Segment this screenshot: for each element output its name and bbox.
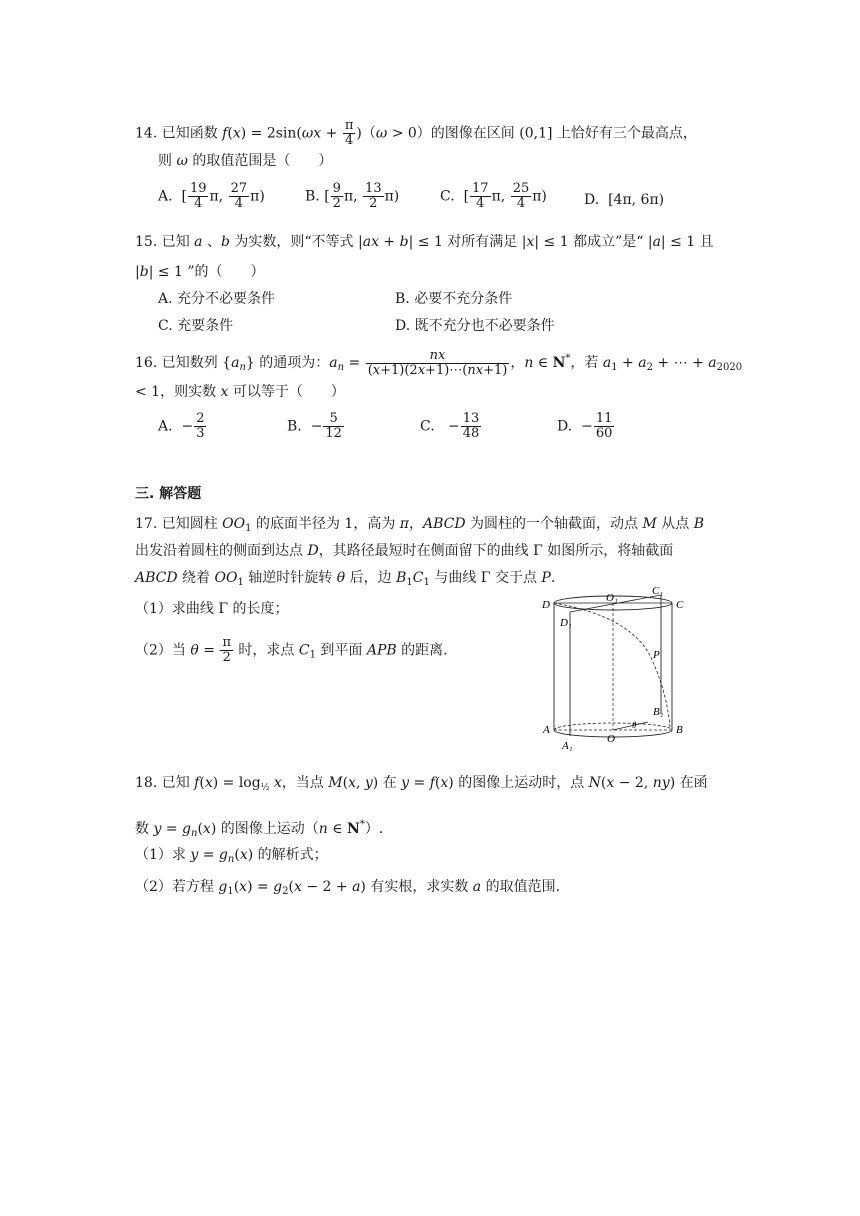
q17-stem-line3: ABCD 绕着 $OO_1$ 轴逆时针旋转 θ 后，边 $B_1C_1$ 与曲线 Γ 交于点 P. [135,570,556,588]
q18-part1: （1）求 $y = g_n(x)$ 的解析式； [135,847,328,865]
q17-stem-line2: 出发沿着圆柱的侧面到达点 D，其路径最短时在侧面留下的曲线 Γ 如图所示，将轴截面 [135,543,674,559]
q16-option-d[interactable]: D. − $\frac{11}{60}$ [557,411,613,441]
q15-stem-line2: |b| ≤ 1 ”的（ ） [135,264,265,280]
label-theta: θ [632,720,637,730]
q15-stem: 15. 已知 a 、b 为实数，则“不等式 |ax + b| ≤ 1 对所有满足 |x| ≤ 1 都成立”是“ |a| ≤ 1 且 [135,234,714,250]
label-p: P [653,649,660,661]
q17-part1: （1）求曲线 Γ 的长度； [135,601,289,617]
label-o1: O₁ [606,592,618,604]
label-b1: B₁ [653,706,664,718]
q18-part2: （2）若方程 $g_1(x) = g_2(x - 2 + a)$ 有实根，求实数 a 的取值范围. [135,879,561,897]
q17-number: 17. [135,516,158,532]
q14-option-d[interactable]: D. [4π, 6π) [584,192,665,208]
label-a1: A₁ [562,740,573,752]
label-a: A [543,724,550,736]
q18-number: 18. [135,775,158,791]
q14-option-a[interactable]: A. [ $\frac{19}{4}$ π, $\frac{27}{4}$ π) [158,181,265,211]
q15-option-b[interactable]: B. 必要不充分条件 [395,291,513,307]
q16-option-c[interactable]: C. − $\frac{13}{48}$ [420,411,480,441]
q16-number: 16. [135,355,158,371]
q15-option-d[interactable]: D. 既不充分也不必要条件 [395,318,555,334]
q15-option-a[interactable]: A. 充分不必要条件 [158,291,276,307]
q14-stem: 14. 已知函数 f(x) = 2sin(ωx + $\frac{\pi}{4}$ )（ω > 0）的图像在区间 (0,1] 上恰好有三个最高点， [135,118,697,148]
q17-stem: 17. 已知圆柱 $OO_1$ 的底面半径为 1，高为 π，ABCD 为圆柱的一个轴截面，动点 M 从点 B [135,516,705,534]
q14-stem-line2: 则 ω 的取值范围是（ ） [158,153,333,169]
q15-option-c[interactable]: C. 充要条件 [158,318,234,334]
q14-number: 14. [135,125,158,142]
label-c1: C₁ [652,585,664,597]
label-d1: D₁ [560,617,572,629]
q16-option-b[interactable]: B. − $\frac{5}{12}$ [287,411,342,441]
q16-stem: 16. 已知数列 $\{a_n\}$ 的通项为：$a_n$ = $\frac{nx}{(x+1)(2x+1)\cdots(nx+1)}$ ，n ∈ N*，若 $a_1 + a_2$ + ⋯ + $a_{2020}$ [135,347,743,378]
cylinder-figure [540,582,690,754]
q16-stem-line2: < 1，则实数 x 可以等于（ ） [135,384,345,400]
q17-part2: （2）当 θ = $\frac{\pi}{2}$ 时，求点 $C_1$ 到平面 APB 的距离. [135,635,448,665]
q15-number: 15. [135,234,158,250]
section-title: 三. 解答题 [135,486,202,502]
q18-stem: 18. 已知 $f(x) = \log_{\frac{1}{2}} x$，当点 M(x, y) 在 y = f(x) 的图像上运动时，点 N(x − 2, ny) 在函 [135,775,708,793]
label-c: C [676,599,684,611]
q14-option-c[interactable]: C. [ $\frac{17}{4}$ π, $\frac{25}{4}$ π) [440,181,547,211]
q14-option-b[interactable]: B. [ $\frac{9}{2}$ π, $\frac{13}{2}$ π) [305,181,400,211]
label-d: D [542,599,550,611]
label-b: B [676,724,683,736]
label-o: O [607,733,615,745]
q16-option-a[interactable]: A. − $\frac{2}{3}$ [158,411,205,441]
q18-stem-line2: 数 $y = g_n(x)$ 的图像上运动（n ∈ N*）. [135,819,384,839]
